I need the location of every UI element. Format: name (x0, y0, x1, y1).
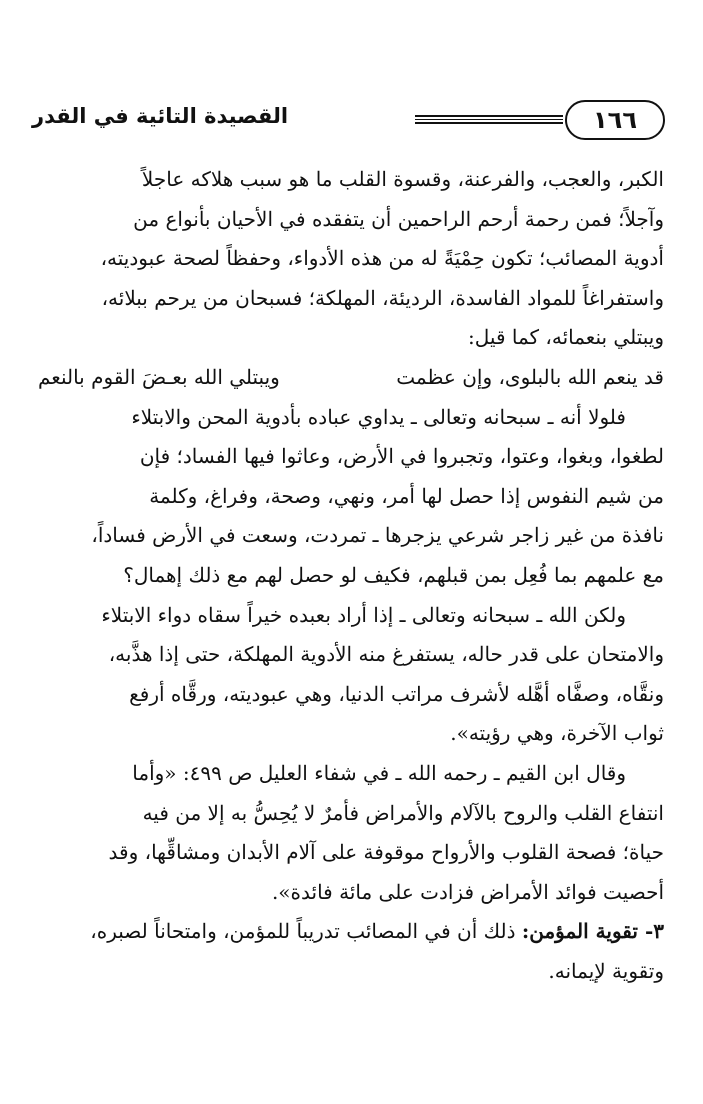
text-line: نافذة من غير زاجر شرعي يزجرها ـ تمردت، وسعت في الأرض فساداً، (91, 523, 664, 548)
text-line: وآجلاً؛ فمن رحمة أرحم الراحمين أن يتفقده في الأحيان بأنواع من (133, 206, 664, 231)
running-title: القصيدة التائية في القدر (32, 104, 289, 128)
text-line: ثواب الآخرة، وهي رؤيته». (450, 721, 664, 746)
text-fragment: ذلك أن في المصائب تدريباً للمؤمن، وامتحاناً لصبره، (90, 919, 516, 944)
text-line: وقال ابن القيم ـ رحمه الله ـ في شفاء العليل ص ٤٩٩: «وأما (132, 760, 626, 785)
page-body (38, 160, 664, 991)
text-line: ولكن الله ـ سبحانه وتعالى ـ إذا أراد بعبده خيراً سقاه دواء الابتلاء (101, 602, 626, 627)
running-header (30, 100, 665, 144)
text-line: فلولا أنه ـ سبحانه وتعالى ـ يداوي عباده بأدوية المحن والابتلاء (131, 404, 626, 429)
text-line: ويبتلي بنعمائه، كما قيل: (468, 325, 664, 350)
poem-verse (38, 358, 664, 398)
header-rule (415, 115, 563, 124)
text-line-with-heading (38, 912, 664, 952)
text-line: انتفاع القلب والروح بالآلام والأمراض فأمرٌ لا يُحِسُّ به إلا من فيه (142, 800, 664, 825)
poem-hemistich-second: ويبتلي الله بعـضَ القوم بالنعم (38, 364, 280, 389)
poem-hemistich-first: قد ينعم الله بالبلوى، وإن عظمت (396, 364, 664, 389)
text-line: من شيم النفوس إذا حصل لها أمر، ونهي، وصحة، وفراغ، وكلمة (149, 483, 664, 508)
text-line: لطغوا، وبغوا، وعتوا، وتجبروا في الأرض، وعاثوا فيها الفساد؛ فإن (139, 444, 664, 469)
text-line: الكبر، والعجب، والفرعنة، وقسوة القلب ما هو سبب هلاكه عاجلاً (141, 167, 664, 191)
text-line: حياة؛ فصحة القلوب والأرواح موقوفة على آلام الأبدان ومشاقِّها، وقد (108, 840, 664, 865)
text-line: أحصيت فوائد الأمراض فزادت على مائة فائدة». (271, 879, 664, 904)
section-heading: ٣- تقوية المؤمن: (521, 919, 664, 944)
text-line: وتقوية لإيمانه. (548, 958, 664, 983)
page-number: ١٦٦ (565, 100, 665, 140)
text-line: أدوية المصائب؛ تكون حِمْيَةً له من هذه الأدواء، وحفظاً لصحة عبوديته، (100, 246, 664, 271)
text-line: ونقَّاه، وصفَّاه أهَّله لأشرف مراتب الدنيا، وهي عبوديته، ورقَّاه أرفع (129, 681, 664, 706)
text-line: واستفراغاً للمواد الفاسدة، الرديئة، المهلكة؛ فسبحان من يرحم ببلائه، (101, 285, 664, 310)
text-line: مع علمهم بما فُعِل بمن قبلهم، فكيف لو حصل لهم مع ذلك إهمال؟ (123, 562, 664, 587)
text-line: والامتحان على قدر حاله، يستفرغ منه الأدوية المهلكة، حتى إذا هذَّبه، (108, 642, 664, 667)
